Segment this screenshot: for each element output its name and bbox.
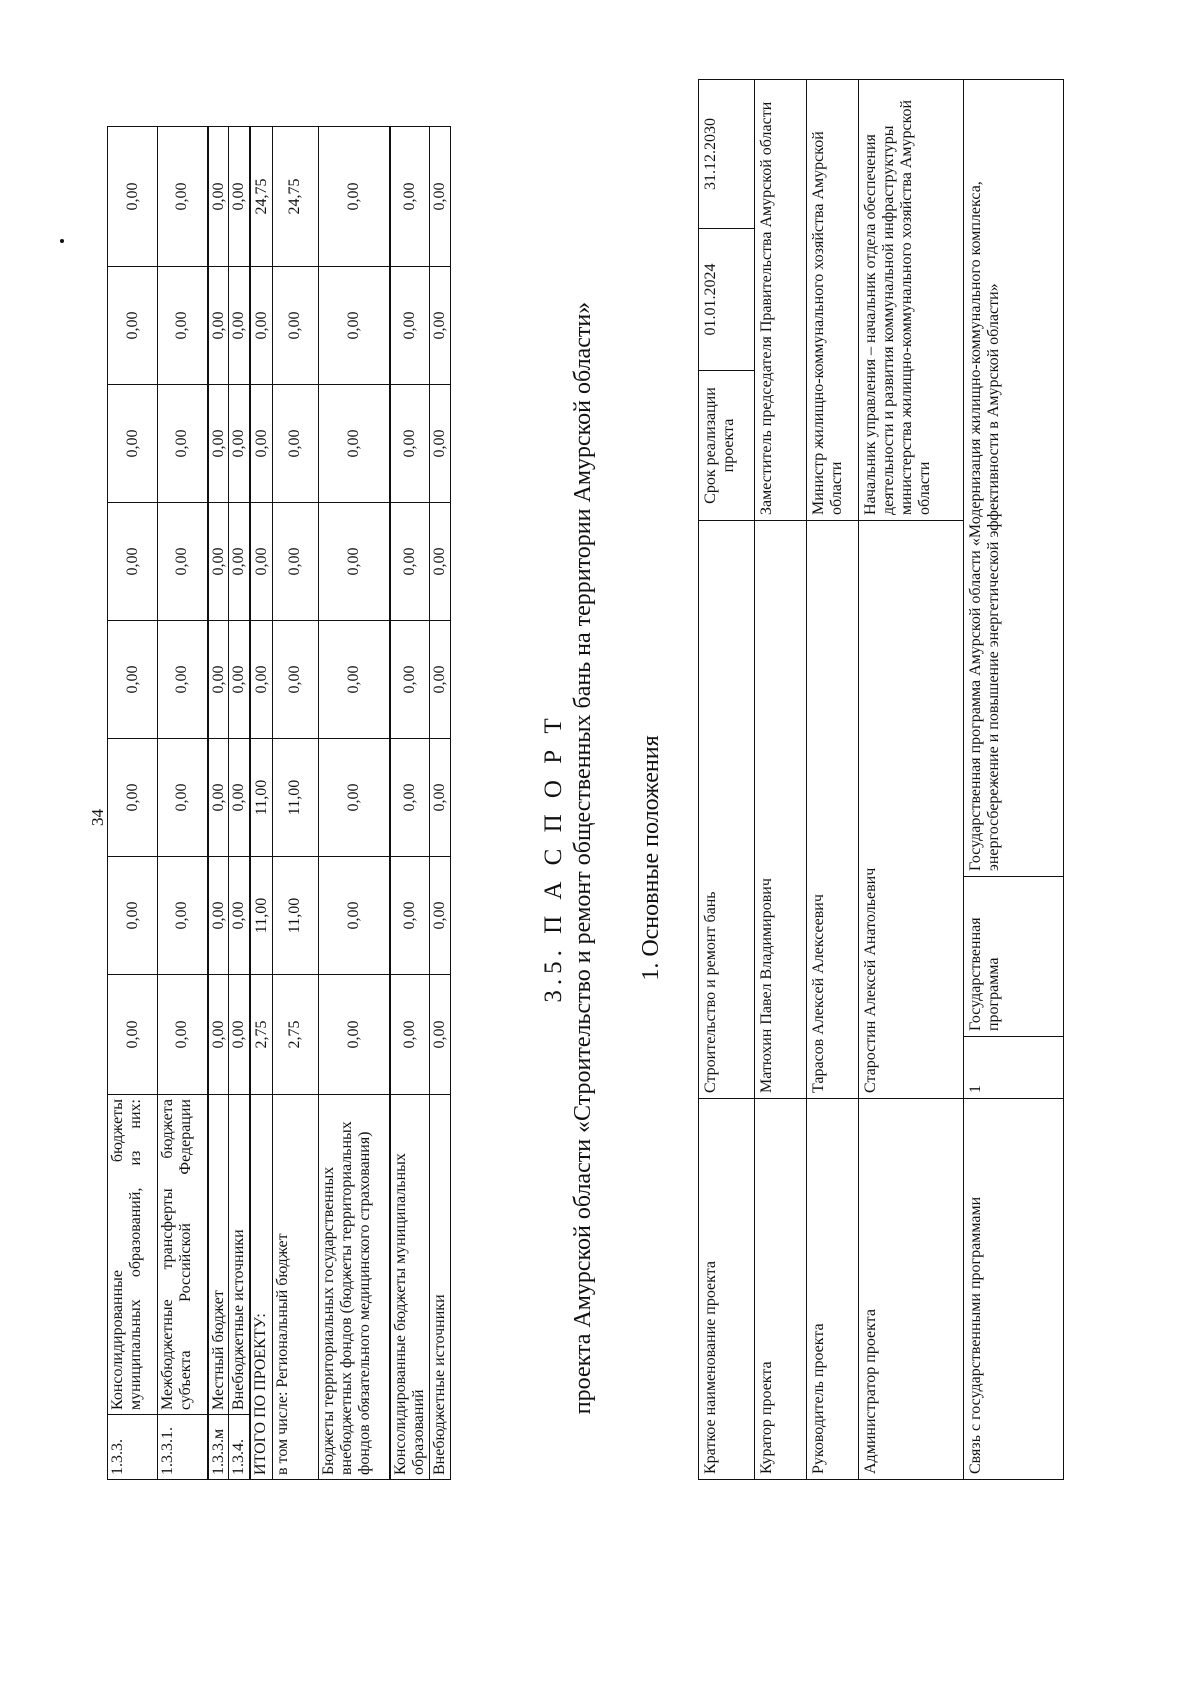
value-cell: 11,00: [272, 739, 318, 857]
program-type: Государственная программа: [964, 877, 1064, 1037]
value-cell: 0,00: [108, 267, 158, 385]
value-cell: 0,00: [158, 385, 208, 503]
value-cell: 0,00: [229, 127, 250, 267]
value-cell: 0,00: [208, 267, 229, 385]
value-cell: 0,00: [272, 621, 318, 739]
field-value: Строительство и ремонт бань: [699, 521, 755, 1099]
row-number: 1.3.3.: [108, 1415, 158, 1480]
value-cell: 0,00: [250, 503, 272, 621]
value-cell: 0,00: [390, 621, 429, 739]
finance-table: [107, 126, 451, 1480]
table-row: [272, 127, 318, 1480]
passport-table: [698, 79, 1064, 1480]
value-cell: 24,75: [250, 127, 272, 267]
value-cell: 0,00: [108, 975, 158, 1095]
value-cell: 2,75: [272, 975, 318, 1095]
term-end: 31.12.2030: [699, 80, 755, 229]
value-cell: 0,00: [158, 975, 208, 1095]
table-row: [229, 127, 250, 1480]
value-cell: 0,00: [250, 385, 272, 503]
value-cell: 0,00: [430, 385, 451, 503]
section-heading: 1. Основные положения: [638, 735, 664, 981]
row-label: Консолидированные бюджеты муниципальных образований, из них:: [108, 1095, 158, 1415]
page-number: 34: [88, 809, 107, 826]
value-cell: 0,00: [108, 127, 158, 267]
value-cell: 0,00: [208, 385, 229, 503]
program-number: 1: [964, 1037, 1064, 1099]
value-cell: 0,00: [158, 739, 208, 857]
value-cell: 0,00: [272, 267, 318, 385]
value-cell: 0,00: [318, 503, 390, 621]
value-cell: 0,00: [229, 857, 250, 975]
passport-subtitle: проекта Амурской области «Строительство и ремонт общественных бань на территории Амурской области»: [570, 301, 596, 1415]
passport-title: 3.5. П А С П О Р Т: [540, 713, 567, 1003]
value-cell: 0,00: [250, 621, 272, 739]
value-cell: 0,00: [390, 739, 429, 857]
table-row: [859, 80, 964, 1480]
row-label: Консолидированные бюджеты муниципальных образований: [390, 1095, 429, 1480]
value-cell: 0,00: [108, 385, 158, 503]
field-label: Куратор проекта: [755, 1099, 807, 1480]
value-cell: 0,00: [430, 267, 451, 385]
field-label: Связь с государственными программами: [964, 1099, 1064, 1480]
field-label: Администратор проекта: [859, 1099, 964, 1480]
term-label: Срок реализации проекта: [699, 371, 755, 521]
value-cell: 0,00: [250, 267, 272, 385]
row-label: Местный бюджет: [208, 1095, 229, 1415]
row-number: 1.3.4.: [229, 1415, 250, 1480]
table-row: [807, 80, 859, 1480]
value-cell: 0,00: [229, 739, 250, 857]
value-cell: 2,75: [250, 975, 272, 1095]
field-value: Тарасов Алексей Алексеевич: [807, 521, 859, 1099]
value-cell: 0,00: [208, 621, 229, 739]
table-row: [430, 127, 451, 1480]
row-number: 1.3.3.1.: [158, 1415, 208, 1480]
value-cell: 0,00: [390, 267, 429, 385]
row-label: Бюджеты территориальных государственных внебюджетных фондов (бюджеты территориальных фондов обязательного медицинского страхования): [318, 1095, 390, 1480]
value-cell: 0,00: [229, 385, 250, 503]
table-row: [250, 127, 272, 1480]
value-cell: 0,00: [158, 621, 208, 739]
value-cell: 0,00: [158, 127, 208, 267]
value-cell: 0,00: [272, 503, 318, 621]
value-cell: 0,00: [108, 739, 158, 857]
field-position: Заместитель председателя Правительства Амурской области: [755, 80, 807, 521]
row-number: 1.3.3.м: [208, 1415, 229, 1480]
table-row: [699, 80, 755, 1480]
value-cell: 0,00: [229, 267, 250, 385]
value-cell: 0,00: [108, 857, 158, 975]
value-cell: 0,00: [318, 857, 390, 975]
value-cell: 11,00: [250, 857, 272, 975]
value-cell: 0,00: [318, 127, 390, 267]
table-row: [158, 127, 208, 1480]
field-value: Старостин Алексей Анатольевич: [859, 521, 964, 1099]
value-cell: 0,00: [229, 621, 250, 739]
value-cell: 0,00: [430, 739, 451, 857]
row-label: ИТОГО ПО ПРОЕКТУ:: [250, 1095, 272, 1480]
scan-speck: [60, 239, 64, 243]
value-cell: 0,00: [430, 857, 451, 975]
value-cell: 0,00: [108, 503, 158, 621]
table-row: [208, 127, 229, 1480]
field-label: Краткое наименование проекта: [699, 1099, 755, 1480]
value-cell: 0,00: [430, 975, 451, 1095]
value-cell: 0,00: [208, 503, 229, 621]
table-row: [755, 80, 807, 1480]
value-cell: 0,00: [390, 503, 429, 621]
value-cell: 0,00: [229, 975, 250, 1095]
value-cell: 0,00: [390, 127, 429, 267]
value-cell: 0,00: [208, 127, 229, 267]
table-row: [390, 127, 429, 1480]
value-cell: 0,00: [318, 621, 390, 739]
value-cell: 0,00: [390, 857, 429, 975]
value-cell: 0,00: [430, 621, 451, 739]
table-row: [964, 80, 1064, 1480]
row-label: в том числе: Региональный бюджет: [272, 1095, 318, 1480]
row-label: Межбюджетные трансферты бюджета субъекта Российской Федерации: [158, 1095, 208, 1415]
value-cell: 0,00: [430, 127, 451, 267]
field-label: Руководитель проекта: [807, 1099, 859, 1480]
value-cell: 11,00: [250, 739, 272, 857]
program-name: Государственная программа Амурской области «Модернизация жилищно-коммунального комплекса, энергосбережение и повышение энергетической эффективности в Амурской области»: [964, 80, 1064, 877]
row-label: Внебюджетные источники: [430, 1095, 451, 1480]
value-cell: 0,00: [158, 857, 208, 975]
value-cell: 0,00: [318, 975, 390, 1095]
value-cell: 0,00: [229, 503, 250, 621]
value-cell: 0,00: [390, 385, 429, 503]
field-value: Матюхин Павел Владимирович: [755, 521, 807, 1099]
row-label: Внебюджетные источники: [229, 1095, 250, 1415]
value-cell: 0,00: [208, 975, 229, 1095]
value-cell: 24,75: [272, 127, 318, 267]
field-position: Министр жилищно-коммунального хозяйства Амурской области: [807, 80, 859, 521]
value-cell: 0,00: [108, 621, 158, 739]
value-cell: 0,00: [208, 739, 229, 857]
value-cell: 0,00: [208, 857, 229, 975]
value-cell: 0,00: [430, 503, 451, 621]
value-cell: 0,00: [390, 975, 429, 1095]
value-cell: 0,00: [158, 267, 208, 385]
table-row: [108, 127, 158, 1480]
value-cell: 0,00: [318, 385, 390, 503]
value-cell: 0,00: [158, 503, 208, 621]
table-row: [318, 127, 390, 1480]
value-cell: 0,00: [272, 385, 318, 503]
value-cell: 11,00: [272, 857, 318, 975]
term-start: 01.01.2024: [699, 229, 755, 371]
value-cell: 0,00: [318, 739, 390, 857]
field-position: Начальник управления – начальник отдела обеспечения деятельности и развития коммунальной инфраструктуры министерства жилищно-коммунального хозяйства Амурской области: [859, 80, 964, 521]
value-cell: 0,00: [318, 267, 390, 385]
